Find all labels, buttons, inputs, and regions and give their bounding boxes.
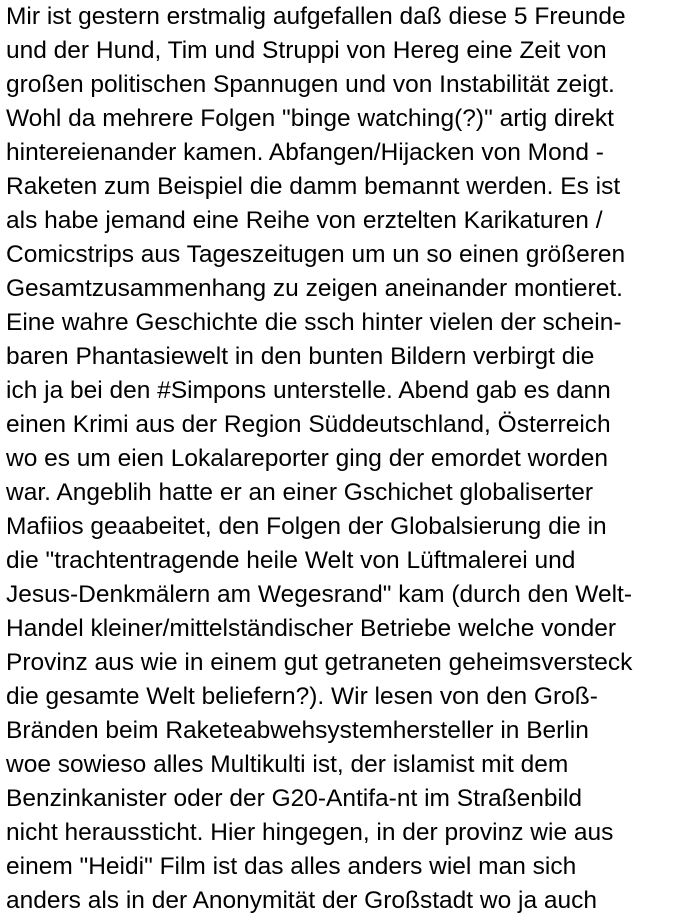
text-line-19: Handel kleiner/mittelständischer Betriebe welche vonder	[6, 615, 617, 642]
text-line-7: als habe jemand eine Reihe von erztelten Karikaturen /	[6, 207, 603, 234]
text-line-9: Gesamtzusammenhang zu zeigen aneinander montieret.	[6, 275, 623, 302]
text-line-23: woe sowieso alles Multikulti ist, der islamist mit dem	[6, 751, 569, 778]
text-line-14: wo es um eien Lokalareporter ging der emordet worden	[6, 445, 608, 472]
text-line-27: anders als in der Anonymität der Großstadt wo ja auch	[6, 887, 598, 914]
text-line-26: einem "Heidi" Film ist das alles anders wiel man sich	[6, 853, 577, 880]
text-line-15: war. Angeblih hatte er an einer Gschichet globaliserter	[6, 479, 593, 506]
text-line-16: Mafiios geaabeitet, den Folgen der Globalsierung die in	[6, 513, 607, 540]
text-line-18: Jesus-Denkmälern am Wegesrand" kam (durch den Welt-	[6, 581, 632, 608]
text-line-1: Mir ist gestern erstmalig aufgefallen daß diese 5 Freunde	[6, 3, 626, 30]
text-line-8: Comicstrips aus Tageszeitugen um un so einen größeren	[6, 241, 626, 268]
text-line-6: Raketen zum Beispiel die damm bemannt werden. Es ist	[6, 173, 621, 200]
text-line-12: ich ja bei den #Simpons unterstelle. Abend gab es dann	[6, 377, 611, 404]
text-line-4: Wohl da mehrere Folgen "binge watching(?)" artig direkt	[6, 105, 614, 132]
text-line-24: Benzinkanister oder der G20-Antifa-nt im Straßenbild	[6, 785, 583, 812]
text-line-11: baren Phantasiewelt in den bunten Bildern verbirgt die	[6, 343, 595, 370]
text-line-17: die "trachtentragende heile Welt von Lüftmalerei und	[6, 547, 576, 574]
text-line-5: hintereienander kamen. Abfangen/Hijacken von Mond -	[6, 139, 604, 166]
text-line-20: Provinz aus wie in einem gut getraneten geheimsversteck	[6, 649, 633, 676]
text-line-22: Bränden beim Raketeabwehsystemhersteller in Berlin	[6, 717, 589, 744]
text-line-13: einen Krimi aus der Region Süddeutschland, Österreich	[6, 411, 611, 438]
text-line-3: großen politischen Spannugen und von Instabilität zeigt.	[6, 71, 615, 98]
text-line-2: und der Hund, Tim und Struppi von Hereg eine Zeit von	[6, 37, 607, 64]
text-line-10: Eine wahre Geschichte die ssch hinter vielen der schein-	[6, 309, 622, 336]
document-text	[6, 0, 632, 918]
text-line-21: die gesamte Welt beliefern?). Wir lesen von den Groß-	[6, 683, 598, 710]
text-line-25: nicht heraussticht. Hier hingegen, in der provinz wie aus	[6, 819, 614, 846]
